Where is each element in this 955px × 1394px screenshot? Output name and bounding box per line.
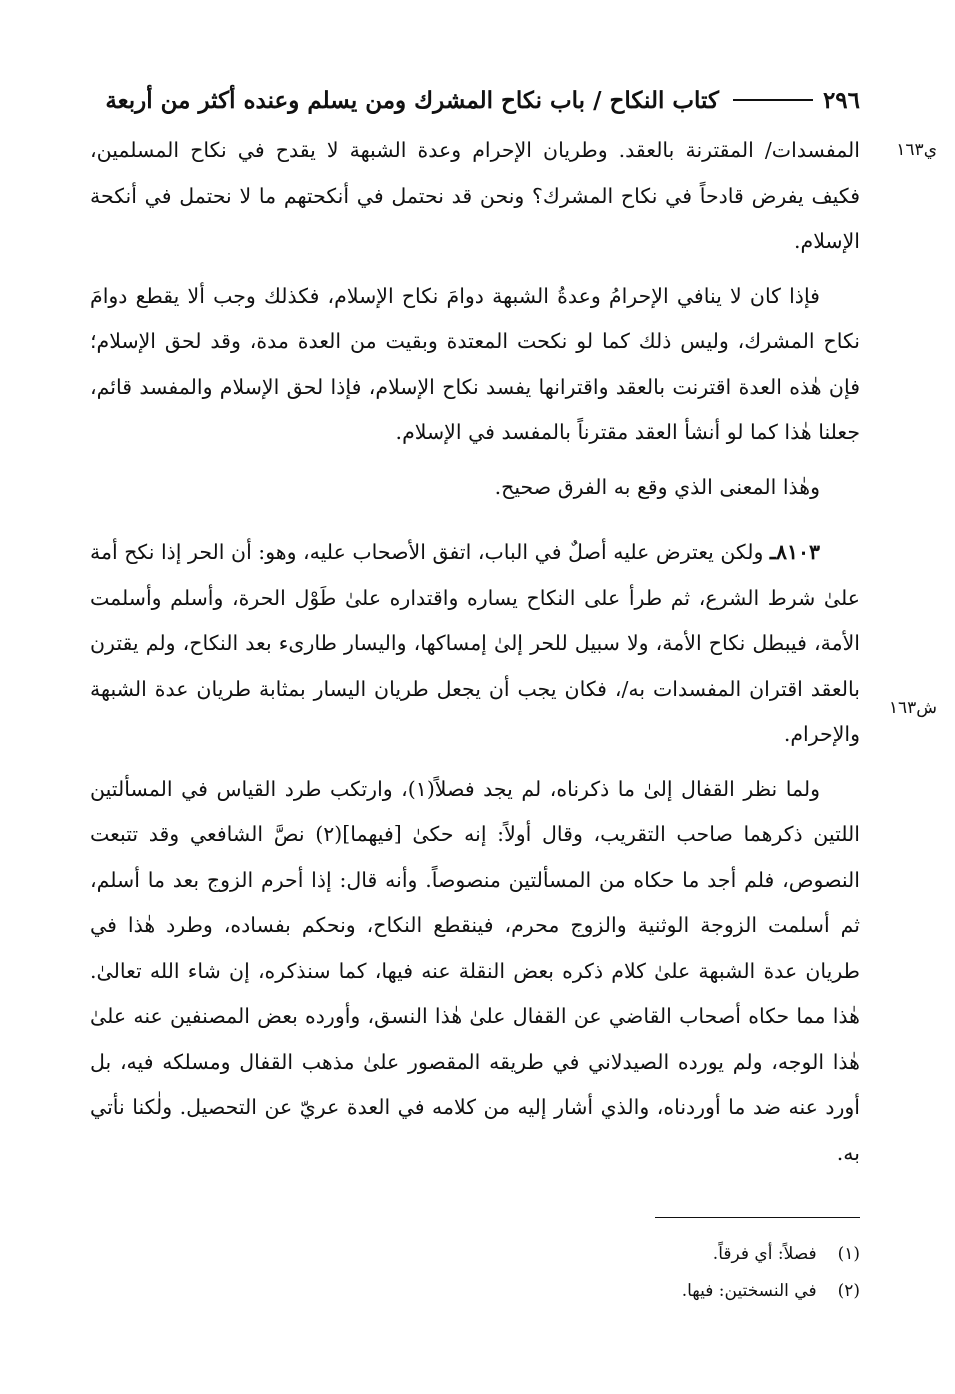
margin-note-1: ي١٦٣ <box>896 140 937 160</box>
paragraph-text: ولكن يعترض عليه أصلٌ في الباب، اتفق الأصحاب عليه، وهو: أن الحر إذا نكح أمة علىٰ شرط الشرع، ثم طرأ على النكاح يساره واقتداره علىٰ طَوْل الحرة، وأسلم وأسلمت الأمة، فيبطل نكاح الأمة، ولا سبيل للحر إلىٰ إمساكها، واليسار طارىء بعد النكاح، ولم يقترن بالعقد اقتران المفسدات به/، فكان يجب أن يجعل طريان اليسار بمثابة طريان عدة الشبهة والإحرام. <box>90 540 860 746</box>
page-number: ٢٩٦ <box>822 86 860 114</box>
footnote-number: (١) <box>837 1244 860 1264</box>
footnote <box>400 1236 860 1273</box>
paragraph: فإذا كان لا ينافي الإحرامُ وعدةُ الشبهة دوامَ نكاح الإسلام، فكذلك وجب ألا يقطع دوامَ نكاح المشرك، وليس ذلك كما لو نكحت المعتدة وبقيت من العدة مدة، وقد لحق الإسلام؛ فإن هٰذه العدة اقترنت بالعقد واقترانها يفسد نكاح الإسلام، فإذا لحق الإسلام والمفسد قائم، جعلنا هٰذا كما لو أنشأ العقد مقترناً بالمفسد في الإسلام. <box>90 283 860 444</box>
footnote-text: في النسختين: فيها. <box>681 1281 817 1301</box>
footnotes <box>400 1236 860 1310</box>
footnote-separator <box>655 1217 860 1218</box>
footnote-text: فصلاً: أي فرقاً. <box>712 1244 817 1264</box>
running-title: كتاب النكاح / باب نكاح المشرك ومن يسلم وعنده أكثر من أربعة <box>105 86 719 114</box>
footnote <box>400 1273 860 1310</box>
page-header <box>90 80 860 120</box>
margin-note-2: ش١٦٣ <box>888 698 937 718</box>
footnote-number: (٢) <box>837 1281 860 1301</box>
paragraph: وهٰذا المعنى الذي وقع به الفرق صحيح. <box>494 474 820 499</box>
paragraph: ولما نظر القفال إلىٰ ما ذكرناه، لم يجد فصلاً(١)، وارتكب طرد القياس في المسألتين اللتين ذكرهما صاحب التقريب، وقال أولاً: إنه حكىٰ [فيهما](٢) نصَّ الشافعي وقد تتبعت النصوص، فلم أجد ما حكاه من المسألتين منصوصاً. وأنه قال: إذا أحرم الزوج بعد ما أسلم، ثم أسلمت الزوجة الوثنية والزوج محرم، فينقطع النكاح، ونحكم بفساده، وطرد هٰذا في طريان عدة الشبهة علىٰ كلام ذكره بعض النقلة عنه فيها، كما سنذكره، إن شاء الله تعالىٰ. هٰذا مما حكاه أصحاب القاضي عن القفال علىٰ هٰذا النسق، وأورده بعض المصنفين عنه علىٰ هٰذا الوجه، ولم يورده الصيدلاني في طريقه المقصور علىٰ مذهب القفال ومسلكه فيه، بل أورد عنه ضد ما أوردناه، والذي أشار إليه من كلامه في العدة عريّ عن التحصيل. ولٰكنا نأتي به. <box>90 776 860 1165</box>
numbered-paragraph <box>90 530 860 758</box>
paragraph-number: ٨١٠٣ـ <box>769 540 820 564</box>
paragraph: المفسدات/ المقترنة بالعقد. وطريان الإحرام وعدة الشبهة لا يقدح في نكاح المسلمين، فكيف يفرض قادحاً في نكاح المشرك؟ ونحن قد نحتمل في أنكحتهم ما لا نحتمل في أنكحة الإسلام. <box>90 138 860 253</box>
main-text <box>90 128 860 1176</box>
header-rule <box>733 99 813 101</box>
